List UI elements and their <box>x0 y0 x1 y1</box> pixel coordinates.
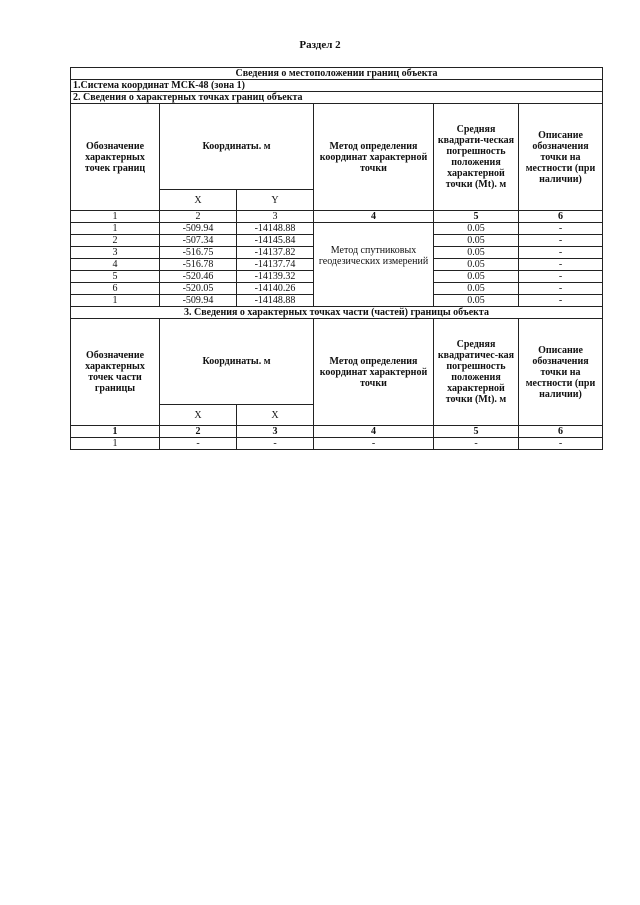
s2-colnum: 2 <box>160 211 237 223</box>
s3-header-y: X <box>237 405 314 426</box>
s3-colnum: 4 <box>314 426 434 438</box>
cell-error: 0.05 <box>434 235 519 247</box>
s2-header-method: Метод определения координат характерной точки <box>314 104 434 211</box>
s2-colnum: 3 <box>237 211 314 223</box>
cell-error: 0.05 <box>434 223 519 235</box>
section3-title: 3. Сведения о характерных точках части (частей) границы объекта <box>71 307 603 319</box>
s2-header-desc: Описание обозначения точки на местности (при наличии) <box>519 104 603 211</box>
cell-point: 4 <box>71 259 160 271</box>
s3-colnum: 1 <box>71 426 160 438</box>
cell-error: 0.05 <box>434 271 519 283</box>
cell-error: - <box>434 438 519 450</box>
boundary-table <box>70 67 603 450</box>
cell-point: 6 <box>71 283 160 295</box>
section2-title: 2. Сведения о характерных точках границ объекта <box>71 92 603 104</box>
s3-colnum: 3 <box>237 426 314 438</box>
cell-point: 5 <box>71 271 160 283</box>
cell-y: -14148.88 <box>237 295 314 307</box>
cell-x: - <box>160 438 237 450</box>
s2-header-error: Средняя квадрати-ческая погрешность положения характерной точки (Mt). м <box>434 104 519 211</box>
table-row <box>71 223 603 235</box>
cell-desc: - <box>519 271 603 283</box>
s2-col-numbers <box>71 211 603 223</box>
cell-desc: - <box>519 295 603 307</box>
cell-y: -14137.82 <box>237 247 314 259</box>
cell-desc: - <box>519 235 603 247</box>
s2-colnum: 1 <box>71 211 160 223</box>
table-row <box>71 438 603 450</box>
cell-error: 0.05 <box>434 283 519 295</box>
coord-system: 1.Система координат МСК-48 (зона 1) <box>71 80 603 92</box>
cell-error: 0.05 <box>434 247 519 259</box>
s2-header-y: Y <box>237 190 314 211</box>
cell-method: - <box>314 438 434 450</box>
cell-point: 2 <box>71 235 160 247</box>
cell-x: -520.46 <box>160 271 237 283</box>
s2-header-point: Обозначение характерных точек границ <box>71 104 160 211</box>
cell-point: 1 <box>71 438 160 450</box>
cell-desc: - <box>519 223 603 235</box>
cell-y: - <box>237 438 314 450</box>
cell-x: -516.75 <box>160 247 237 259</box>
s3-header-error: Средняя квадратичес-кая погрешность положения характерной точки (Mt). м <box>434 319 519 426</box>
cell-y: -14140.26 <box>237 283 314 295</box>
cell-point: 1 <box>71 223 160 235</box>
s2-colnum: 6 <box>519 211 603 223</box>
cell-y: -14139.32 <box>237 271 314 283</box>
cell-error: 0.05 <box>434 259 519 271</box>
cell-x: -509.94 <box>160 295 237 307</box>
cell-desc: - <box>519 247 603 259</box>
s2-colnum: 4 <box>314 211 434 223</box>
s3-header-coords: Координаты. м <box>160 319 314 405</box>
s3-header-x: X <box>160 405 237 426</box>
cell-error: 0.05 <box>434 295 519 307</box>
s3-header-desc: Описание обозначения точки на местности (при наличии) <box>519 319 603 426</box>
cell-y: -14148.88 <box>237 223 314 235</box>
cell-method: Метод спутниковых геодезических измерений <box>314 223 434 307</box>
s3-header-method: Метод определения координат характерной точки <box>314 319 434 426</box>
cell-desc: - <box>519 259 603 271</box>
s3-col-numbers <box>71 426 603 438</box>
s3-colnum: 6 <box>519 426 603 438</box>
s3-colnum: 5 <box>434 426 519 438</box>
cell-y: -14137.74 <box>237 259 314 271</box>
cell-x: -509.94 <box>160 223 237 235</box>
cell-x: -507.34 <box>160 235 237 247</box>
cell-point: 3 <box>71 247 160 259</box>
cell-point: 1 <box>71 295 160 307</box>
s2-header-x: X <box>160 190 237 211</box>
s2-colnum: 5 <box>434 211 519 223</box>
s3-colnum: 2 <box>160 426 237 438</box>
cell-x: -520.05 <box>160 283 237 295</box>
s2-header-coords: Координаты. м <box>160 104 314 190</box>
table-title: Сведения о местоположении границ объекта <box>71 68 603 80</box>
page-title: Раздел 2 <box>299 39 341 51</box>
cell-desc: - <box>519 438 603 450</box>
s3-header-point: Обозначение характерных точек части границы <box>71 319 160 426</box>
cell-desc: - <box>519 283 603 295</box>
cell-x: -516.78 <box>160 259 237 271</box>
cell-y: -14145.84 <box>237 235 314 247</box>
